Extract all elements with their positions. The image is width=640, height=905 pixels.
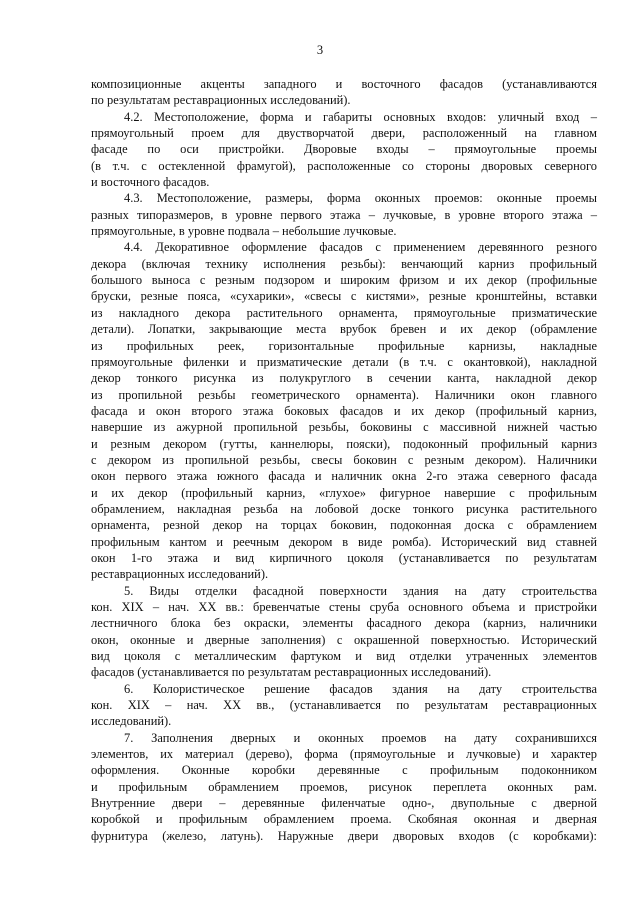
text-line: обрамлением, накладная резьба на лобовой доске тонкого рисунка растительного bbox=[91, 501, 597, 516]
text-line: композиционные акценты западного и восточного фасадов (устанавливаются bbox=[91, 77, 597, 91]
text-line: оформления. Оконные коробки деревянные с профильным подоконником bbox=[91, 763, 597, 778]
text-line: фасада и окон второго этажа боковых фасадов и их декор (профильный карниз, bbox=[91, 403, 597, 418]
text-line: кон. XIX – нач. XX вв., (устанавливается по результатам реставрационных bbox=[91, 698, 597, 713]
text-line: декора (включая технику исполнения резьбы): венчающий карниз профильный bbox=[91, 256, 597, 271]
text-line: по результатам реставрационных исследований). bbox=[91, 93, 351, 108]
text-line: 4.4. Декоративное оформление фасадов с применением деревянного резного bbox=[124, 240, 597, 255]
text-line: и восточного фасадов. bbox=[91, 175, 210, 190]
text-line: прямоугольные, в уровне подвала – небольшие лучковые. bbox=[91, 224, 397, 239]
text-line: 5. Виды отделки фасадной поверхности здания на дату строительства bbox=[124, 583, 597, 598]
text-line: из пропильной резьбы геометрического орнамента). Наличники окон главного bbox=[91, 387, 597, 402]
text-line: вид цоколя с металлическим фартуком и вид отделки утраченных элементов bbox=[91, 649, 597, 664]
text-line: 6. Колористическое решение фасадов здания на дату строительства bbox=[124, 681, 597, 696]
text-line: кон. XIX – нач. XX вв.: бревенчатые стены сруба основного объема и пристройки bbox=[91, 600, 597, 614]
text-line: с декором из пропильной резьбы, свесы боковин с резным декором). Наличники bbox=[91, 452, 597, 467]
text-line: (в т.ч. с остекленной фрамугой), расположенные со стороны дворовых северного bbox=[91, 158, 597, 173]
text-line: исследований). bbox=[91, 714, 172, 729]
body-text bbox=[91, 76, 597, 844]
text-line: из накладного декора растительного орнамента, прямоугольные призматические bbox=[91, 305, 597, 320]
text-line: навершие из ажурной пропильной резьбы, боковины с массивной нижней частью bbox=[91, 420, 597, 435]
text-line: фасадов (устанавливается по результатам реставрационных исследований). bbox=[91, 665, 492, 680]
text-line: окон 1-го этажа и вид кирпичного цоколя (устанавливается по результатам bbox=[91, 550, 597, 565]
text-line: фурнитура (железо, латунь). Наружные двери дворовых входов (с коробками): bbox=[91, 828, 597, 843]
text-line: большого выноса с резным подзором и широким фризом и их декор (профильные bbox=[91, 273, 597, 288]
text-line: коробкой и профильным обрамлением проема. Скобяная оконная и дверная bbox=[91, 812, 597, 827]
text-line: прямоугольный проем для двустворчатой двери, расположенный на главном bbox=[91, 126, 597, 141]
text-line: 4.3. Местоположение, размеры, форма оконных проемов: оконные проемы bbox=[124, 191, 597, 206]
text-line: детали). Лопатки, закрывающие места врубок бревен и их декор (обрамление bbox=[91, 322, 597, 337]
text-line: 7. Заполнения дверных и оконных проемов на дату сохранившихся bbox=[124, 730, 597, 745]
text-line: лестничного блока без окраски, элементы фасадного декора (карниз, наличники bbox=[91, 616, 597, 631]
text-line: бруски, резные пояса, «сухарики», «свесы с кистями», резные кронштейны, вставки bbox=[91, 289, 597, 304]
text-line: реставрационных исследований). bbox=[91, 567, 269, 582]
page-number: 3 bbox=[316, 43, 324, 57]
text-line: из профильных реек, горизонтальные профильные карнизы, накладные bbox=[91, 338, 597, 353]
text-line: и резным декором (гутты, каннелюры, пояски), подоконный профильный карниз bbox=[91, 436, 597, 451]
text-line: прямоугольные филенки и призматические детали (в т.ч. с окантовкой), накладной bbox=[91, 354, 597, 369]
text-line: и их декор (профильный карниз, «глухое» фигурное навершие с профильным bbox=[91, 485, 597, 500]
text-line: окон первого этажа южного фасада и наличник окна 2-го этажа северного фасада bbox=[91, 469, 597, 484]
text-line: и профильным обрамлением проемов, рисунок переплета оконных рам. bbox=[91, 779, 597, 794]
text-line: декор тонкого рисунка из полукруглого в сечении канта, накладной декор bbox=[91, 371, 597, 386]
text-line: профильным кантом и реечным декором в виде ромба). Исторический вид ставней bbox=[91, 534, 597, 549]
text-line: орнамента, резной декор на торцах боковин, подоконная доска с обрамлением bbox=[91, 518, 597, 533]
text-line: фасаде по оси пристройки. Дворовые входы – прямоугольные проемы bbox=[91, 142, 597, 157]
text-line: разных типоразмеров, в уровне первого этажа – лучковые, в уровне второго этажа – bbox=[91, 207, 597, 222]
text-line: 4.2. Местоположение, форма и габариты основных входов: уличный вход – bbox=[124, 109, 597, 124]
text-line: окон, оконные и дверные заполнения) с окрашенной поверхностью. Исторический bbox=[91, 632, 597, 647]
text-line: Внутренние двери – деревянные филенчатые одно-, двупольные с дверной bbox=[91, 796, 597, 811]
text-line: элементов, их материал (дерево), форма (прямоугольные и лучковые) и характер bbox=[91, 747, 597, 762]
